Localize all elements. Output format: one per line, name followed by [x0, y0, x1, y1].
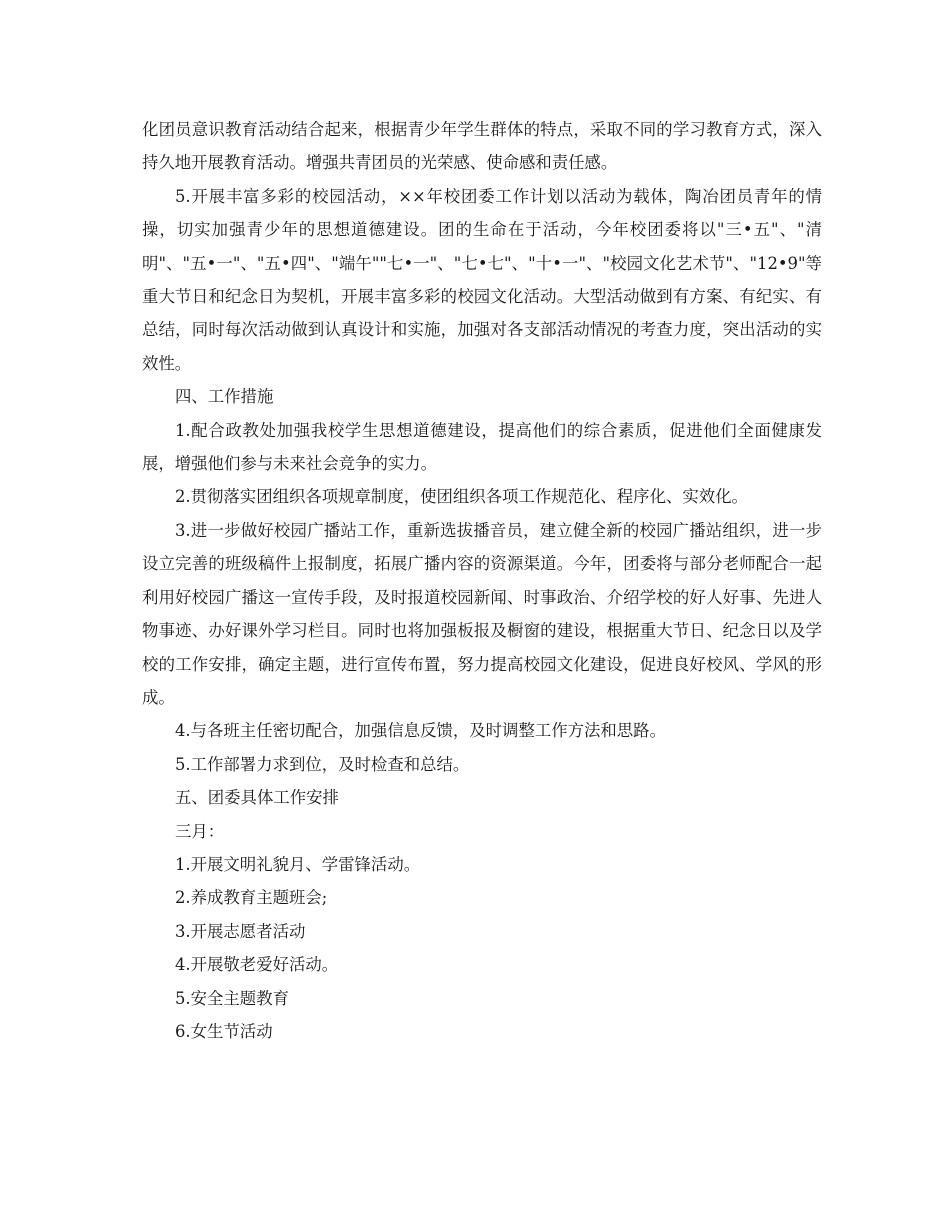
- section-heading: 四、工作措施: [175, 387, 274, 407]
- list-item: 5.工作部署力求到位，及时检查和总结。: [175, 754, 470, 774]
- list-item: 3.开展志愿者活动: [175, 921, 306, 941]
- body-paragraph: 化团员意识教育活动结合起来，根据青少年学生群体的特点，采取不同的学习教育方式，深入持久地开展教育活动。增强共青团员的光荣感、使命感和责任感。: [142, 120, 822, 173]
- document-body: [142, 113, 822, 1048]
- month-heading: 三月：: [175, 821, 225, 841]
- list-item: 4.与各班主任密切配合，加强信息反馈，及时调整工作方法和思路。: [175, 721, 666, 741]
- list-item: 5.安全主题教育: [175, 988, 289, 1008]
- list-item: 1.配合政教处加强我校学生思想道德建设，提高他们的综合素质，促进他们全面健康发展，增强他们参与未来社会竞争的实力。: [142, 420, 822, 474]
- section-heading: 五、团委具体工作安排: [175, 788, 339, 808]
- list-item: 6.女生节活动: [175, 1021, 273, 1041]
- body-paragraph: 5.开展丰富多彩的校园活动，××年校团委工作计划以活动为载体，陶冶团员青年的情操，切实加强青少年的思想道德建设。团的生命在于活动，今年校团委将以"三•五"、"清明"、"五•一"、"五•四"、"端午""七•一"、"七•七"、"十•一"、"校园文化艺术节"、"12•9"等重大节日和纪念日为契机，开展丰富多彩的校园文化活动。大型活动做到有方案、有纪实、有总结，同时每次活动做到认真设计和实施，加强对各支部活动情况的考查力度，突出活动的实效性。: [142, 186, 822, 373]
- list-item: 2.养成教育主题班会;: [175, 888, 328, 908]
- list-item: 3.进一步做好校园广播站工作，重新选拔播音员，建立健全新的校园广播站组织，进一步设立完善的班级稿件上报制度，拓展广播内容的资源渠道。今年，团委将与部分老师配合一起利用好校园广播这一宣传手段，及时报道校园新闻、时事政治、介绍学校的好人好事、先进人物事迹、办好课外学习栏目。同时也将加强板报及橱窗的建设，根据重大节日、纪念日以及学校的工作安排，确定主题，进行宣传布置，努力提高校园文化建设，促进良好校风、学风的形成。: [142, 520, 822, 707]
- list-item: 1.开展文明礼貌月、学雷锋活动。: [175, 854, 421, 874]
- list-item: 2.贯彻落实团组织各项规章制度，使团组织各项工作规范化、程序化、实效化。: [175, 487, 748, 507]
- list-item: 4.开展敬老爱好活动。: [175, 955, 339, 975]
